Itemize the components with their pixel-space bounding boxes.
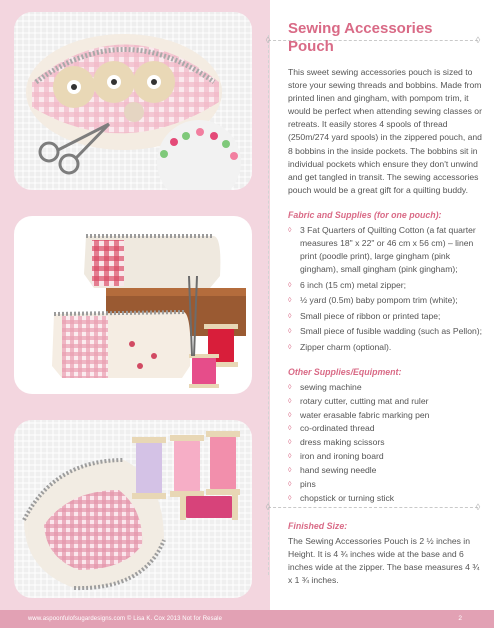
list-item: ◊ iron and ironing board	[288, 450, 482, 463]
list-item: ◊ ½ yard (0.5m) baby pompom trim (white);	[288, 294, 482, 307]
footer-credit: www.aspoonfulofsugardesigns.com © Lisa K. Cox 2013 Not for Resale	[28, 616, 223, 622]
list-item: ◊ sewing machine	[288, 381, 482, 394]
photo-open-pouch-with-spools	[14, 12, 252, 190]
text-column	[288, 20, 482, 506]
top-divider: ◊ ◊	[265, 35, 481, 45]
list-item: ◊ Small piece of fusible wadding (such as Pellon);	[288, 325, 482, 338]
diamond-bullet-icon: ◊	[288, 397, 292, 405]
diamond-bullet-icon: ◊	[288, 411, 292, 419]
page-footer	[0, 610, 494, 628]
photo-pouches-with-wooden-box	[14, 216, 252, 394]
page-title: Sewing Accessories Pouch	[288, 20, 433, 55]
bottom-divider: ◊ ◊	[265, 502, 481, 512]
photo-open-pouch-interior	[14, 420, 252, 598]
list-item: ◊ pins	[288, 478, 482, 491]
list-item: ◊ dress making scissors	[288, 436, 482, 449]
list-item: ◊ Small piece of ribbon or printed tape;	[288, 310, 482, 323]
diamond-bullet-icon: ◊	[288, 312, 292, 320]
list-item: ◊ rotary cutter, cutting mat and ruler	[288, 395, 482, 408]
equipment-list	[288, 381, 482, 505]
fabric-list	[288, 224, 482, 354]
diamond-bullet-icon: ◊	[288, 425, 292, 433]
diamond-bullet-icon: ◊	[288, 226, 292, 234]
diamond-bullet-icon: ◊	[288, 343, 292, 351]
finished-size-section	[288, 520, 482, 587]
list-item: ◊ 3 Fat Quarters of Quilting Cotton (a fat quarter measures 18" x 22" or 46 cm x 56 cm) – linen print (poodle print), large gingham (pink gingham), small gingham (pink gingham);	[288, 224, 476, 275]
diamond-bullet-icon: ◊	[288, 453, 292, 461]
list-item: ◊ 6 inch (15 cm) metal zipper;	[288, 279, 482, 292]
fabric-heading: Fabric and Supplies (for one pouch):	[288, 209, 442, 220]
finished-text: The Sewing Accessories Pouch is 2 ½ inches in Height. It is 4 ¾ inches wide at the base and 6 inches wide at the zipper. The base measures 4 ¾ x 1 ¾ inches.	[288, 536, 480, 586]
equipment-heading: Other Supplies/Equipment:	[288, 366, 402, 377]
list-item: ◊ water erasable fabric marking pen	[288, 409, 482, 422]
diamond-bullet-icon: ◊	[288, 328, 292, 336]
list-item: ◊ Zipper charm (optional).	[288, 341, 482, 354]
intro-paragraph: This sweet sewing accessories pouch is sized to store your sewing threads and bobbins. Made from printed linen and gingham, with pompom trim, it would be perfect when attending sewing classes or retreats. It easily stores 4 spools of thread (250m/274 yard spools) in the zippered pouch, and 8 bobbins in the inside pockets. The bobbins sit in individual pockets which ensure they don't unwind and get tangled in transit. The sewing accessories pouch would be a great gift for a quilting buddy.	[288, 67, 482, 195]
diamond-bullet-icon: ◊	[288, 281, 292, 289]
list-item: ◊ chopstick or turning stick	[288, 492, 482, 505]
list-item: ◊ hand sewing needle	[288, 464, 482, 477]
diamond-bullet-icon: ◊	[288, 467, 292, 475]
finished-heading: Finished Size:	[288, 521, 348, 531]
diamond-bullet-icon: ◊	[288, 383, 292, 391]
diamond-bullet-icon: ◊	[288, 439, 292, 447]
diamond-bullet-icon: ◊	[288, 297, 292, 305]
page-number: 2	[458, 615, 462, 622]
diamond-bullet-icon: ◊	[288, 480, 292, 488]
vertical-divider	[268, 35, 269, 575]
list-item: ◊ co-ordinated thread	[288, 422, 482, 435]
diamond-bullet-icon: ◊	[288, 494, 292, 502]
